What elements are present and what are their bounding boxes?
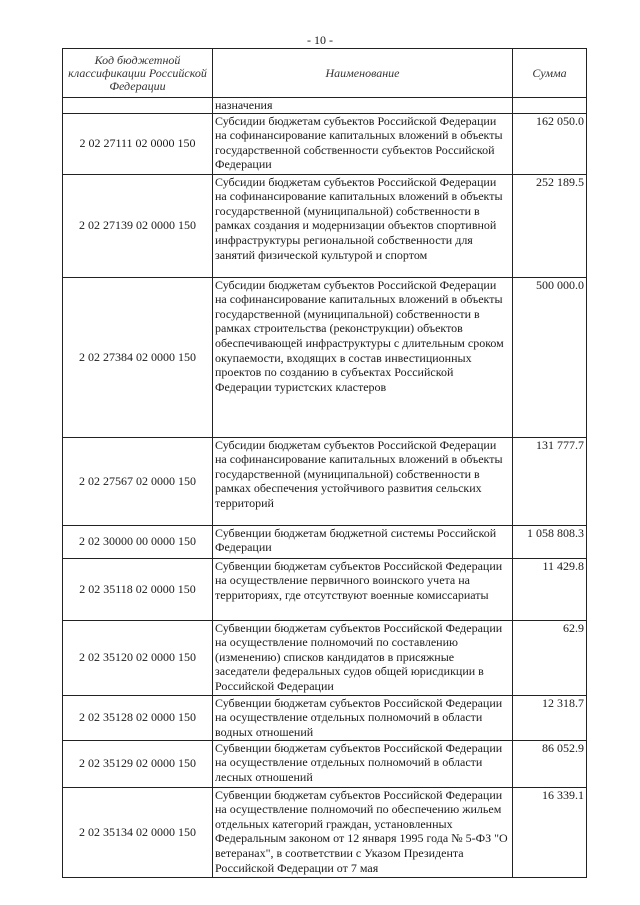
row-sum: 1 058 808.3 <box>513 525 587 558</box>
table-row <box>63 558 587 620</box>
row-code: 2 02 35129 02 0000 150 <box>63 740 213 787</box>
row-name: Субсидии бюджетам субъектов Российской Федерации на софинансирование капитальных вложений в объекты государственной собственности субъектов Российской Федерации <box>213 113 513 174</box>
row-sum: 162 050.0 <box>513 113 587 174</box>
row-name: Субвенции бюджетам субъектов Российской Федерации на осуществление отдельных полномочий в области водных отношений <box>213 695 513 740</box>
header-code: Код бюджетной классификации Российской Федерации <box>63 49 213 98</box>
row-name: Субвенции бюджетам субъектов Российской Федерации на осуществление первичного воинского учета на территориях, где отсутствуют военные комиссариаты <box>213 558 513 620</box>
row-name: Субвенции бюджетам субъектов Российской Федерации на осуществление отдельных полномочий в области лесных отношений <box>213 740 513 787</box>
page-number: - 10 - <box>307 33 333 47</box>
row-sum <box>513 98 587 114</box>
row-code: 2 02 35118 02 0000 150 <box>63 558 213 620</box>
row-code: 2 02 30000 00 0000 150 <box>63 525 213 558</box>
row-code: 2 02 27384 02 0000 150 <box>63 277 213 437</box>
table-row <box>63 695 587 740</box>
table-row <box>63 740 587 787</box>
row-code <box>63 98 213 114</box>
row-name: Субсидии бюджетам субъектов Российской Федерации на софинансирование капитальных вложений в объекты государственной (муниципальной) собственности в рамках создания и модернизации объектов спортивной инфраструктуры региональной собственности для занятий физической культурой и спортом <box>213 174 513 277</box>
continuation-row <box>63 98 587 114</box>
row-name: Субвенции бюджетам субъектов Российской Федерации на осуществление полномочий по обеспечению жильем отдельных категорий граждан, установленных Федеральным законом от 12 января 1995 года № 5-ФЗ "О ветеранах", в соответствии с Указом Президента Российской Федерации от 7 мая <box>213 787 513 877</box>
budget-table <box>62 48 587 878</box>
table-row <box>63 277 587 437</box>
table-row <box>63 525 587 558</box>
table-row <box>63 787 587 877</box>
table-row <box>63 113 587 174</box>
row-sum: 86 052.9 <box>513 740 587 787</box>
row-code: 2 02 35128 02 0000 150 <box>63 695 213 740</box>
table-row <box>63 174 587 277</box>
row-code: 2 02 27111 02 0000 150 <box>63 113 213 174</box>
row-sum: 12 318.7 <box>513 695 587 740</box>
row-sum: 252 189.5 <box>513 174 587 277</box>
header-sum: Сумма <box>513 49 587 98</box>
row-name: назначения <box>213 98 513 114</box>
row-code: 2 02 27567 02 0000 150 <box>63 437 213 525</box>
table-row <box>63 620 587 695</box>
row-name: Субвенции бюджетам субъектов Российской Федерации на осуществление полномочий по составлению (изменению) списков кандидатов в присяжные заседатели федеральных судов общей юрисдикции в Российской Федерации <box>213 620 513 695</box>
row-sum: 62.9 <box>513 620 587 695</box>
row-sum: 16 339.1 <box>513 787 587 877</box>
row-sum: 500 000.0 <box>513 277 587 437</box>
table-row <box>63 437 587 525</box>
row-code: 2 02 27139 02 0000 150 <box>63 174 213 277</box>
row-sum: 11 429.8 <box>513 558 587 620</box>
header-name: Наименование <box>213 49 513 98</box>
row-name: Субсидии бюджетам субъектов Российской Федерации на софинансирование капитальных вложений в объекты государственной (муниципальной) собственности в рамках обеспечения устойчивого развития сельских территорий <box>213 437 513 525</box>
row-code: 2 02 35134 02 0000 150 <box>63 787 213 877</box>
row-name: Субсидии бюджетам субъектов Российской Федерации на софинансирование капитальных вложений в объекты государственной (муниципальной) собственности в рамках строительства (реконструкции) объектов обеспечивающей инфраструктуры с длительным сроком окупаемости, входящих в состав инвестиционных проектов по созданию в субъектах Российской Федерации туристских кластеров <box>213 277 513 437</box>
row-code: 2 02 35120 02 0000 150 <box>63 620 213 695</box>
table-header-row <box>63 49 587 98</box>
row-name: Субвенции бюджетам бюджетной системы Российской Федерации <box>213 525 513 558</box>
row-sum: 131 777.7 <box>513 437 587 525</box>
